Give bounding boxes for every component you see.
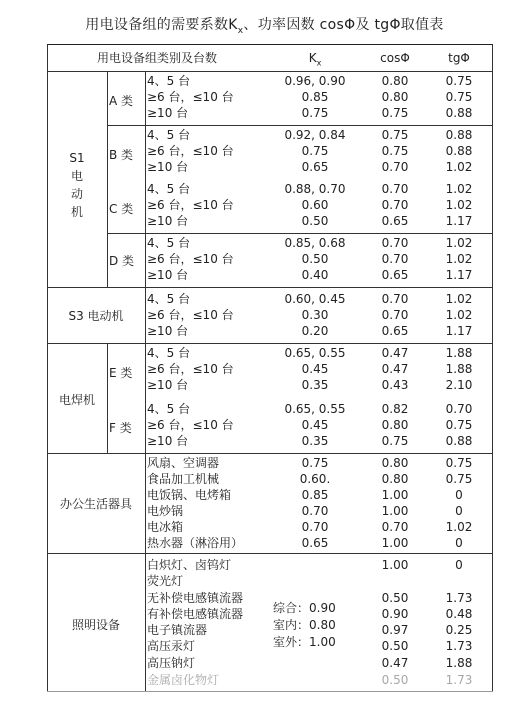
table-row (47, 291, 493, 307)
table-row (47, 672, 493, 688)
row-cos: 0.80 (381, 418, 409, 432)
table-row (47, 503, 493, 519)
table-row (47, 455, 493, 471)
row-tg: 0.88 (445, 106, 473, 120)
row-k: 0.60 (301, 198, 329, 212)
row-tg: 0.25 (445, 623, 473, 637)
row-tg: 0 (455, 488, 463, 502)
rule (47, 553, 493, 554)
row-cos: 0.75 (381, 128, 409, 142)
table-row (47, 471, 493, 487)
table-row (47, 606, 493, 622)
table-row (47, 251, 493, 267)
row-k: 0.50 (301, 214, 329, 228)
row-desc: ≥10 台 (147, 434, 189, 448)
row-cos: 0.47 (381, 656, 409, 670)
row-desc: ≥10 台 (147, 106, 189, 120)
row-desc: 有补偿电感镇流器 (147, 607, 244, 621)
page-title: 用电设备组的需要系数$K_x$、功率因数 cosΦ及 tgΦ取值表 (85, 17, 444, 36)
coefficient-table (47, 44, 493, 692)
table-row (47, 267, 493, 283)
table-row (47, 573, 493, 589)
row-tg: 0.75 (445, 456, 473, 470)
row-desc: 荧光灯 (147, 574, 184, 588)
row-k: 0.65 (301, 536, 329, 550)
row-cos: 0.75 (381, 144, 409, 158)
row-desc: ≥10 台 (147, 214, 189, 228)
table-row (47, 433, 493, 449)
row-cos: 0.80 (381, 472, 409, 486)
row-k: 0.35 (301, 434, 329, 448)
row-tg: 0 (455, 504, 463, 518)
row-tg: 1.88 (445, 362, 473, 376)
row-desc: 4、5 台 (147, 236, 191, 250)
table-row (47, 638, 493, 654)
row-k: 0.20 (301, 324, 329, 338)
row-cos: 0.80 (381, 90, 409, 104)
row-tg: 0.88 (445, 144, 473, 158)
row-desc: 高压汞灯 (147, 639, 196, 653)
table-row (47, 143, 493, 159)
row-desc: ≥6 台，≤10 台 (147, 144, 234, 158)
row-k: 0.85, 0.68 (284, 236, 346, 250)
row-cos: 0.75 (381, 434, 409, 448)
rule (107, 233, 493, 234)
table-row (47, 345, 493, 361)
row-desc: ≥10 台 (147, 324, 189, 338)
row-cos: 0.70 (381, 198, 409, 212)
table-row (47, 127, 493, 143)
row-k: 0.60, 0.45 (284, 292, 346, 306)
row-cos: 0.80 (381, 74, 409, 88)
row-cos: 0.70 (381, 308, 409, 322)
row-k: 0.70 (301, 520, 329, 534)
row-tg: 1.02 (445, 182, 473, 196)
table-row (47, 235, 493, 251)
row-cos: 0.65 (381, 324, 409, 338)
row-k: 0.60. (299, 472, 331, 486)
row-k: 0.45 (301, 418, 329, 432)
table-row (47, 417, 493, 433)
row-desc: 电炒锅 (147, 504, 184, 518)
row-desc: 4、5 台 (147, 128, 191, 142)
table-row (47, 181, 493, 197)
rule (107, 125, 493, 126)
row-desc: 4、5 台 (147, 74, 191, 88)
row-k: 0.92, 0.84 (284, 128, 346, 142)
row-cos: 0.80 (381, 456, 409, 470)
row-tg: 0 (455, 536, 463, 550)
row-tg: 0.48 (445, 607, 473, 621)
row-desc: 食品加工机械 (147, 472, 220, 486)
row-cos: 0.50 (381, 639, 409, 653)
row-cos: 0.70 (381, 182, 409, 196)
row-tg: 1.02 (445, 308, 473, 322)
sub-e: E 类 (109, 366, 133, 380)
row-cos: 0.47 (381, 362, 409, 376)
row-tg: 1.17 (445, 268, 473, 282)
row-tg: 2.10 (445, 378, 473, 392)
row-tg: 1.02 (445, 292, 473, 306)
row-cos: 0.50 (381, 673, 409, 687)
row-cos: 0.82 (381, 402, 409, 416)
row-tg: 0.75 (445, 74, 473, 88)
table-row (47, 213, 493, 229)
row-k: 0.35 (301, 378, 329, 392)
table-row (47, 73, 493, 89)
row-desc: 4、5 台 (147, 346, 191, 360)
row-k: 0.45 (301, 362, 329, 376)
row-tg: 0.70 (445, 402, 473, 416)
header-category: 用电设备组类别及台数 (96, 51, 217, 65)
row-desc: 高压钠灯 (147, 656, 196, 670)
row-tg: 1.02 (445, 520, 473, 534)
row-tg: 1.02 (445, 160, 473, 174)
row-desc: ≥6 台，≤10 台 (147, 418, 234, 432)
sub-c: C 类 (109, 202, 134, 216)
row-tg: 1.02 (445, 236, 473, 250)
row-desc: ≥6 台，≤10 台 (147, 308, 234, 322)
row-cos: 0.70 (381, 292, 409, 306)
row-tg: 0.75 (445, 472, 473, 486)
header-k: $K_x$ (308, 51, 322, 68)
group-s1-motor: S1 电 动 机 (69, 151, 85, 219)
row-tg: 1.73 (445, 639, 473, 653)
lighting-k-values: 综合：0.90 室内：0.80 室外：1.00 (273, 601, 336, 649)
row-desc: ≥6 台，≤10 台 (147, 90, 234, 104)
table-row (47, 377, 493, 393)
row-k: 0.65, 0.55 (284, 346, 346, 360)
row-tg: 1.02 (445, 198, 473, 212)
table-row (47, 89, 493, 105)
sub-d: D 类 (109, 254, 135, 268)
row-k: 0.75 (301, 456, 329, 470)
row-desc: ≥10 台 (147, 268, 189, 282)
row-desc: 电子镇流器 (147, 623, 208, 637)
row-tg: 1.02 (445, 252, 473, 266)
table-row (47, 401, 493, 417)
row-tg: 0 (455, 558, 463, 572)
row-tg: 1.88 (445, 656, 473, 670)
group-lighting: 照明设备 (71, 618, 120, 632)
row-k: 0.75 (301, 106, 329, 120)
row-tg: 0.75 (445, 90, 473, 104)
row-k: 0.65 (301, 160, 329, 174)
row-k: 0.88, 0.70 (284, 182, 346, 196)
row-tg: 1.73 (445, 591, 473, 605)
row-cos: 0.70 (381, 160, 409, 174)
row-cos: 0.70 (381, 520, 409, 534)
row-desc: 4、5 台 (147, 402, 191, 416)
row-desc: 4、5 台 (147, 292, 191, 306)
row-cos: 1.00 (381, 488, 409, 502)
table-row (47, 361, 493, 377)
row-cos: 1.00 (381, 536, 409, 550)
group-welder: 电焊机 (58, 393, 95, 407)
row-cos: 1.00 (381, 504, 409, 518)
row-cos: 0.70 (381, 236, 409, 250)
rule (47, 287, 493, 288)
row-tg: 1.17 (445, 324, 473, 338)
row-cos: 0.47 (381, 346, 409, 360)
row-tg: 0.75 (445, 418, 473, 432)
row-k: 0.85 (301, 488, 329, 502)
table-row (47, 105, 493, 121)
row-tg: 1.17 (445, 214, 473, 228)
row-desc: ≥6 台，≤10 台 (147, 252, 234, 266)
row-k: 0.85 (301, 90, 329, 104)
table-row (47, 622, 493, 638)
row-k: 0.96, 0.90 (284, 74, 346, 88)
row-desc: 金属卤化物灯 (147, 673, 220, 687)
row-k: 0.70 (301, 504, 329, 518)
rule (47, 453, 493, 454)
row-desc: 4、5 台 (147, 182, 191, 196)
row-desc: ≥6 台，≤10 台 (147, 198, 234, 212)
table-row (47, 323, 493, 339)
row-desc: ≥10 台 (147, 160, 189, 174)
row-tg: 0.88 (445, 128, 473, 142)
header-cos: cosΦ (380, 51, 410, 65)
table-row (47, 535, 493, 551)
sub-f: F 类 (109, 421, 132, 435)
rule (47, 71, 493, 72)
sub-a: A 类 (109, 94, 134, 108)
group-office: 办公生活器具 (59, 497, 132, 511)
row-cos: 0.97 (381, 623, 409, 637)
row-desc: ≥6 台，≤10 台 (147, 362, 234, 376)
table-row (47, 590, 493, 606)
table-row (47, 197, 493, 213)
table-row (47, 159, 493, 175)
row-k: 0.30 (301, 308, 329, 322)
row-cos: 0.43 (381, 378, 409, 392)
row-cos: 0.65 (381, 268, 409, 282)
row-cos: 0.90 (381, 607, 409, 621)
row-k: 0.50 (301, 252, 329, 266)
table-row (47, 487, 493, 503)
row-cos: 1.00 (381, 558, 409, 572)
row-desc: 白炽灯、卤钨灯 (147, 558, 232, 572)
row-tg: 1.88 (445, 346, 473, 360)
table-row (47, 307, 493, 323)
row-tg: 1.73 (445, 673, 473, 687)
row-desc: 热水器（淋浴用） (147, 536, 244, 550)
group-s3-motor: S3 电动机 (68, 309, 124, 323)
row-desc: 无补偿电感镇流器 (147, 591, 244, 605)
header-tg: tgΦ (448, 51, 470, 65)
table-row (47, 655, 493, 671)
row-desc: 电饭锅、电烤箱 (147, 488, 232, 502)
row-cos: 0.65 (381, 214, 409, 228)
row-cos: 0.75 (381, 106, 409, 120)
row-k: 0.75 (301, 144, 329, 158)
row-k: 0.40 (301, 268, 329, 282)
row-cos: 0.70 (381, 252, 409, 266)
rule (47, 343, 493, 344)
row-tg: 0.88 (445, 434, 473, 448)
row-desc: 电冰箱 (147, 520, 184, 534)
sub-b: B 类 (109, 148, 134, 162)
table-row (47, 519, 493, 535)
row-cos: 0.50 (381, 591, 409, 605)
row-desc: ≥10 台 (147, 378, 189, 392)
row-desc: 风扇、空调器 (147, 456, 220, 470)
row-k: 0.65, 0.55 (284, 402, 346, 416)
table-row (47, 557, 493, 573)
